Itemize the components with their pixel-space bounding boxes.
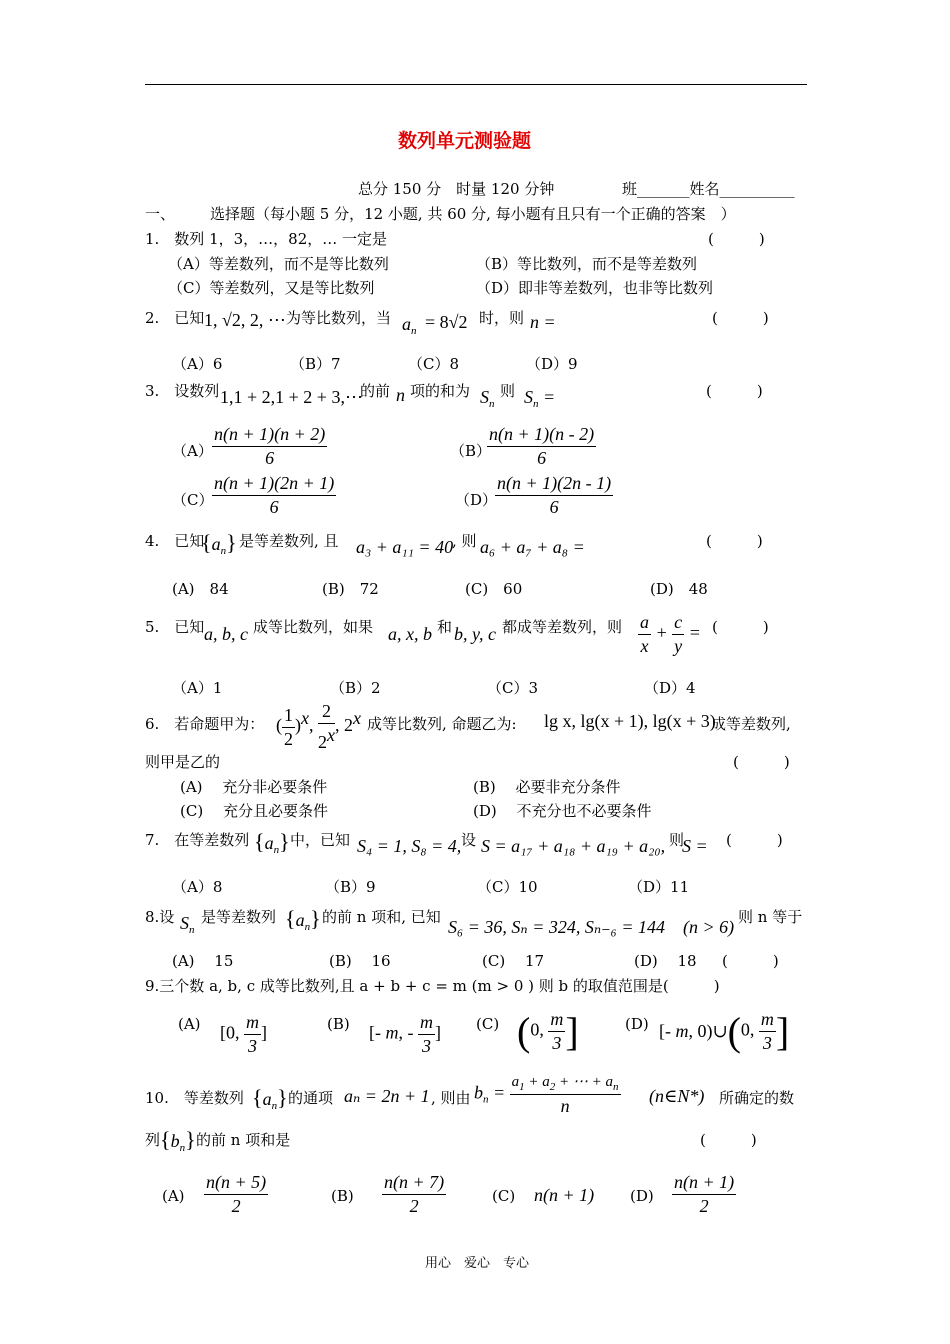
- q3-option-b-letter: （B）: [450, 442, 492, 460]
- q3-sequence: 1,1 + 2,1 + 2 + 3,⋯: [220, 387, 363, 407]
- q10-condition: (n∈N*): [649, 1086, 705, 1106]
- q4-ask: a₆ + a₇ + a₈ =: [480, 537, 585, 557]
- q8-answer-paren: ( ): [722, 952, 779, 970]
- exam-meta: 总分 150 分 时量 120 分钟: [358, 180, 555, 198]
- q3-ask: $S_n$ =: [524, 387, 556, 410]
- q10-option-b-num: n(n + 7): [382, 1172, 446, 1195]
- q2-option-d: （D）9: [526, 355, 578, 373]
- q5-axb: a, x, b: [388, 624, 432, 644]
- q8-text-mid2: 的前 n 项和, 已知: [322, 908, 441, 926]
- q4-option-c: (C) 60: [465, 580, 523, 598]
- q4-sequence-an: $\{a_n\}$: [201, 530, 237, 557]
- q6-label: 6. 若命题甲为：: [145, 715, 265, 733]
- q9-option-b-letter: (B): [327, 1015, 350, 1033]
- q10-line2-b: 的前 n 项和是: [196, 1131, 291, 1149]
- q6-line2: 则甲是乙的: [145, 753, 221, 771]
- q10-option-a-fraction: [204, 1172, 268, 1217]
- q8-sequence-an: $\{a_n\}$: [285, 906, 321, 933]
- q9-option-d-expr: [- m, 0)∪(0, $\frac{m}{3}$ ]: [659, 1009, 790, 1054]
- q8-option-a: (A) 15: [172, 952, 234, 970]
- q8-text-mid: 是等差数列: [201, 908, 277, 926]
- q8-option-d: (D) 18: [634, 952, 697, 970]
- q10-label: 10. 等差数列: [145, 1089, 244, 1107]
- q4-option-b: (B) 72: [322, 580, 379, 598]
- header-rule: [145, 84, 807, 85]
- q7-answer-paren: ( ): [726, 831, 783, 849]
- q3-then: 则: [500, 382, 516, 400]
- q6-answer-paren: ( ): [733, 753, 790, 771]
- q3-option-d-num: n(n + 1)(2n - 1): [495, 473, 613, 496]
- q4-condition: a₃ + a₁₁ = 40: [356, 537, 454, 557]
- q5-text-mid: 成等比数列，如果: [253, 618, 374, 636]
- q9-option-c-expr: (0, $\frac{m}{3}$ ]: [517, 1009, 579, 1054]
- q10-text-mid: 的通项: [288, 1089, 334, 1107]
- q2-option-b: （B）7: [290, 355, 341, 373]
- q3-option-a-fraction: [212, 424, 327, 469]
- q10-text-mid2: , 则由: [431, 1089, 471, 1107]
- section-number: 一、: [145, 205, 176, 223]
- q2-label: 2. 已知: [145, 309, 205, 327]
- q4-option-d: (D) 48: [650, 580, 708, 598]
- q10-option-c-expr: n(n + 1): [534, 1185, 595, 1205]
- q3-option-d-den: 6: [549, 497, 559, 517]
- q3-option-a-letter: （A）: [172, 442, 213, 460]
- q9-option-c-letter: (C): [476, 1015, 500, 1033]
- q1-option-a: （A）等差数列，而不是等比数列: [168, 255, 389, 273]
- q9-option-a-letter: (A): [178, 1015, 201, 1033]
- q7-option-a: （A）8: [172, 878, 223, 896]
- q10-sequence-an: $\{a_n\}$: [252, 1085, 288, 1112]
- q7-option-d: （D）11: [628, 878, 690, 896]
- q3-text-mid2: 项的和为: [410, 382, 471, 400]
- page-footer: 用心 爱心 专心: [425, 1256, 530, 1271]
- q5-he: 和: [437, 618, 453, 636]
- q3-option-d-fraction: [495, 473, 613, 518]
- q7-option-c: （C）10: [477, 878, 538, 896]
- q7-label: 7. 在等差数列: [145, 831, 250, 849]
- q7-condition: S₄ = 1, S₈ = 4,: [357, 836, 462, 856]
- q3-option-b-den: 6: [537, 448, 547, 468]
- q2-ask: n =: [530, 312, 556, 332]
- q10-option-d-den: 2: [699, 1196, 709, 1216]
- q5-byc: b, y, c: [454, 624, 496, 644]
- q2-condition: = 8√2: [425, 312, 468, 332]
- q10-option-d-fraction: [672, 1172, 736, 1217]
- q1-option-c: （C）等差数列，又是等比数列: [168, 279, 375, 297]
- q4-text-mid: 是等差数列, 且: [239, 532, 339, 550]
- q8-option-b: (B) 16: [329, 952, 391, 970]
- q5-answer-paren: ( ): [712, 618, 769, 636]
- q3-option-a-num: n(n + 1)(n + 2): [212, 424, 327, 447]
- q2-text-mid: 为等比数列，当: [286, 309, 392, 327]
- q7-sequence-an: $\{a_n\}$: [254, 829, 290, 856]
- q5-option-a: （A）1: [172, 679, 223, 697]
- q3-answer-paren: ( ): [706, 382, 763, 400]
- q10-option-a-den: 2: [231, 1196, 241, 1216]
- q2-option-a: （A）6: [172, 355, 223, 373]
- q3-option-b-num: n(n + 1)(n - 2): [487, 424, 596, 447]
- q5-option-c: （C）3: [487, 679, 539, 697]
- q3-option-a-den: 6: [265, 448, 275, 468]
- q8-option-c: (C) 17: [482, 952, 545, 970]
- q6-expression: ( $\frac{1}{2}$ )$^x$, $\frac{2}{2^x}$ , 2$^x$: [276, 701, 361, 752]
- q3-option-c-letter: （C）: [172, 491, 214, 509]
- q3-option-d-letter: （D）: [455, 491, 498, 509]
- section-heading: 选择题（每小题 5 分，12 小题, 共 60 分, 每小题有且只有一个正确的答案 ）: [210, 205, 736, 223]
- q10-option-b-fraction: [382, 1172, 446, 1217]
- q10-text-end: 所确定的数: [719, 1089, 795, 1107]
- q10-option-c-letter: (C): [492, 1187, 516, 1205]
- q10-formula: aₙ = 2n + 1: [344, 1086, 430, 1106]
- q10-sequence-bn: $\{b_n\}$: [160, 1127, 196, 1154]
- q3-label: 3. 设数列: [145, 382, 220, 400]
- q3-option-b-fraction: [487, 424, 596, 469]
- q5-text-mid2: 都成等差数列，则: [502, 618, 623, 636]
- q1-stem: 1. 数列 1，3，…，82，… 一定是: [145, 230, 388, 248]
- q3-text-mid: 的前: [360, 382, 391, 400]
- q3-option-c-fraction: [212, 473, 336, 518]
- q7-set: 设: [461, 831, 477, 849]
- q9-option-d-letter: (D): [625, 1015, 649, 1033]
- q8-label: 8.设: [145, 908, 175, 926]
- q10-bn-def: $b_n$ = $\frac{a_1 + a_2 + \cdots + a_n}{n}$: [474, 1074, 619, 1116]
- class-name-field: 班_______姓名__________: [622, 180, 795, 198]
- q2-text-end: 时，则: [479, 309, 525, 327]
- q10-option-d-letter: (D): [630, 1187, 654, 1205]
- q4-label: 4. 已知: [145, 532, 205, 550]
- q9-option-b-expr: [- m, - $\frac{m}{3}$ ]: [369, 1012, 441, 1056]
- q3-n: n: [396, 385, 405, 405]
- q5-option-b: （B）2: [330, 679, 381, 697]
- q2-answer-paren: ( ): [712, 309, 769, 327]
- q1-option-b: （B）等比数列，而不是等差数列: [476, 255, 698, 273]
- q6-text-mid: 成等比数列, 命题乙为:: [367, 715, 517, 733]
- q9-option-a-expr: [0, $\frac{m}{3}$ ]: [220, 1012, 267, 1056]
- q6-option-c: (C) 充分且必要条件: [180, 802, 328, 820]
- q7-text-mid: 中，已知: [290, 831, 351, 849]
- q4-answer-paren: ( ): [706, 532, 763, 550]
- q5-abc: a, b, c: [204, 624, 248, 644]
- q7-expression: S = a₁₇ + a₁₈ + a₁₉ + a₂₀,: [481, 836, 666, 856]
- q2-option-c: （C）8: [408, 355, 460, 373]
- q10-option-a-letter: (A): [162, 1187, 185, 1205]
- q7-ask: S =: [682, 836, 708, 856]
- q1-answer-paren: ( ): [708, 230, 765, 248]
- q6-option-d: (D) 不充分也不必要条件: [473, 802, 652, 820]
- q5-expression: $\frac{a}{x}$ + $\frac{c}{y}$ =: [640, 612, 701, 656]
- q7-then: 则: [669, 831, 685, 849]
- q10-option-b-den: 2: [409, 1196, 419, 1216]
- q5-option-d: （D）4: [644, 679, 696, 697]
- q8-sn: $S_n$: [180, 913, 195, 936]
- q3-sn: $S_n$: [480, 387, 495, 410]
- q4-option-a: (A) 84: [172, 580, 229, 598]
- q10-option-b-letter: (B): [331, 1187, 354, 1205]
- q6-option-a: (A) 充分非必要条件: [180, 778, 328, 796]
- q7-option-b: （B）9: [325, 878, 376, 896]
- q2-an: $a_n$: [402, 314, 417, 337]
- q3-option-c-den: 6: [269, 497, 279, 517]
- q6-text-end: 成等差数列,: [711, 715, 791, 733]
- q9-stem: 9.三个数 a, b, c 成等比数列,且 a + b + c = m (m > 0 ) 则 b 的取值范围是( ): [145, 977, 720, 995]
- q10-answer-paren: ( ): [700, 1131, 757, 1149]
- q1-option-d: （D）即非等差数列，也非等比数列: [476, 279, 714, 297]
- q10-option-d-num: n(n + 1): [672, 1172, 736, 1195]
- q8-text-end: 则 n 等于: [738, 908, 803, 926]
- q4-then: , 则: [452, 532, 477, 550]
- q10-option-a-num: n(n + 5): [204, 1172, 268, 1195]
- page-title: 数列单元测验题: [398, 130, 532, 152]
- q6-option-b: (B) 必要非充分条件: [473, 778, 621, 796]
- q5-label: 5. 已知: [145, 618, 205, 636]
- q2-sequence: 1, √2, 2, ⋯: [204, 310, 286, 330]
- q10-line2-a: 列: [145, 1131, 161, 1149]
- q8-condition: S₆ = 36, Sₙ = 324, Sₙ₋₆ = 144 (n > 6): [448, 917, 735, 937]
- q6-lg-expr: lg x, lg(x + 1), lg(x + 3): [544, 711, 716, 731]
- q3-option-c-num: n(n + 1)(2n + 1): [212, 473, 336, 496]
